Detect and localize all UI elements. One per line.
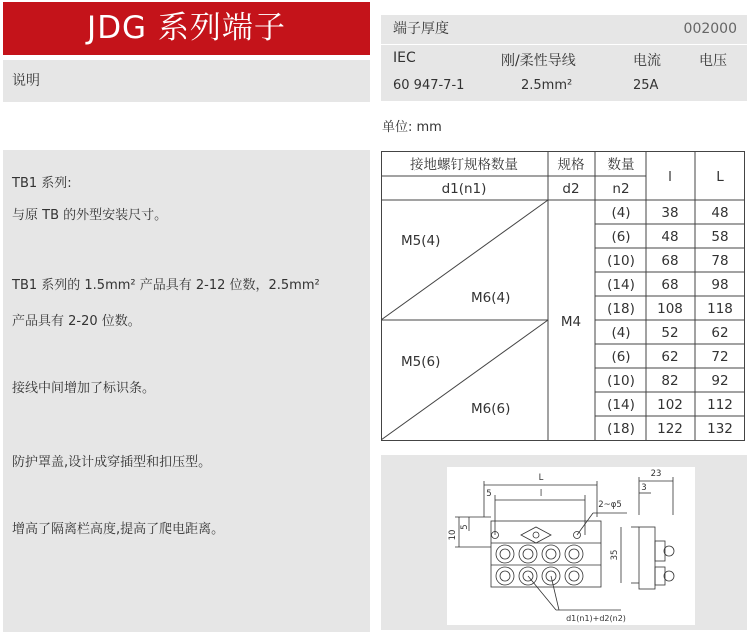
col-iec: IEC xyxy=(393,50,416,66)
cell-l: 48 xyxy=(661,229,679,245)
dim-23-label: 23 xyxy=(650,469,662,479)
description-line: 接线中间增加了标识条。 xyxy=(12,381,156,396)
cell-l: 68 xyxy=(661,277,679,293)
spec-table xyxy=(381,151,747,447)
d2-value: M4 xyxy=(560,314,582,330)
header-qty-sub: n2 xyxy=(612,181,630,197)
callout-label: d1(n1)+d2(n2) xyxy=(566,614,626,623)
table-row xyxy=(611,205,728,221)
cell-n2: (10) xyxy=(607,373,635,389)
spec-header-row xyxy=(381,15,747,44)
cell-l: 52 xyxy=(661,325,679,341)
cell-l: 122 xyxy=(657,421,683,437)
col-wire: 刚/柔性导线 xyxy=(501,53,576,69)
dimension-drawing-panel xyxy=(381,455,747,630)
cell-L: 132 xyxy=(707,421,733,437)
group-lower-label: M6(6) xyxy=(471,401,511,417)
cell-L: 72 xyxy=(711,349,729,365)
dim-5-side-label: 5 xyxy=(460,524,470,530)
table-row xyxy=(611,349,728,365)
header-qty: 数量 xyxy=(607,157,635,173)
dim-3-label: 3 xyxy=(641,483,647,493)
product-title: JDG 系列端子 xyxy=(3,2,370,55)
part-code: 002000 xyxy=(683,21,737,37)
cell-l: 102 xyxy=(657,397,683,413)
dim-L-label: L xyxy=(538,473,544,483)
cell-l: 68 xyxy=(661,253,679,269)
cell-n2: (18) xyxy=(607,301,635,317)
cell-L: 58 xyxy=(711,229,729,245)
cell-l: 108 xyxy=(657,301,683,317)
spec-rating-block xyxy=(381,45,747,101)
cell-l: 62 xyxy=(661,349,679,365)
table-row xyxy=(607,253,728,269)
cell-l: 38 xyxy=(661,205,679,221)
cell-n2: (4) xyxy=(611,205,631,221)
table-body xyxy=(607,205,733,437)
cell-n2: (10) xyxy=(607,253,635,269)
header-screw-spec-sub: d1(n1) xyxy=(441,181,487,197)
header-spec-sub: d2 xyxy=(562,181,580,197)
description-line: 增高了隔离栏高度,提高了爬电距离。 xyxy=(12,522,225,537)
cell-l: 82 xyxy=(661,373,679,389)
dim-5-top-label: 5 xyxy=(486,489,492,499)
cell-n2: (6) xyxy=(611,349,631,365)
header-l-small: l xyxy=(668,169,672,185)
cell-L: 92 xyxy=(711,373,729,389)
description-line: 产品具有 2-20 位数。 xyxy=(12,314,141,329)
cell-n2: (18) xyxy=(607,421,635,437)
description-label: 说明 xyxy=(3,60,370,102)
header-screw-spec: 接地螺钉规格数量 xyxy=(410,157,518,173)
cell-L: 48 xyxy=(711,205,729,221)
description-line: 防护罩盖,设计成穿插型和扣压型。 xyxy=(12,455,212,470)
group-lower-label: M6(4) xyxy=(471,290,511,306)
cell-n2: (4) xyxy=(611,325,631,341)
header-spec: 规格 xyxy=(557,157,585,173)
cell-L: 118 xyxy=(707,301,733,317)
cell-n2: (14) xyxy=(607,397,635,413)
col-current: 电流 xyxy=(633,53,661,69)
dim-10-label: 10 xyxy=(448,529,458,541)
group-upper-label: M5(4) xyxy=(401,233,441,249)
hole-label: 2~φ5 xyxy=(598,500,622,510)
table-row xyxy=(607,421,733,437)
cell-L: 112 xyxy=(707,397,733,413)
val-current: 25A xyxy=(633,78,659,93)
thickness-label: 端子厚度 xyxy=(393,21,449,37)
cell-L: 78 xyxy=(711,253,729,269)
table-row xyxy=(607,373,728,389)
description-line: TB1 系列: xyxy=(12,176,72,191)
unit-label: 单位: mm xyxy=(382,120,442,135)
description-line: TB1 系列的 1.5mm² 产品具有 2-12 位数，2.5mm² xyxy=(12,278,320,293)
table-row xyxy=(607,277,728,293)
cell-L: 62 xyxy=(711,325,729,341)
terminal-dimension-drawing xyxy=(381,455,747,630)
group-upper-label: M5(6) xyxy=(401,354,441,370)
description-panel xyxy=(3,150,370,632)
cell-L: 98 xyxy=(711,277,729,293)
table-row xyxy=(607,397,733,413)
table-row xyxy=(607,301,733,317)
val-iec: 60 947-7-1 xyxy=(393,78,465,93)
val-wire: 2.5mm² xyxy=(521,78,573,93)
cell-n2: (14) xyxy=(607,277,635,293)
dim-35-label: 35 xyxy=(610,549,620,561)
description-line: 与原 TB 的外型安装尺寸。 xyxy=(12,208,168,223)
header-l-big: L xyxy=(716,169,724,185)
table-row xyxy=(611,325,728,341)
table-row xyxy=(611,229,728,245)
cell-n2: (6) xyxy=(611,229,631,245)
dim-l-label: l xyxy=(539,489,543,499)
col-voltage: 电压 xyxy=(699,53,727,69)
